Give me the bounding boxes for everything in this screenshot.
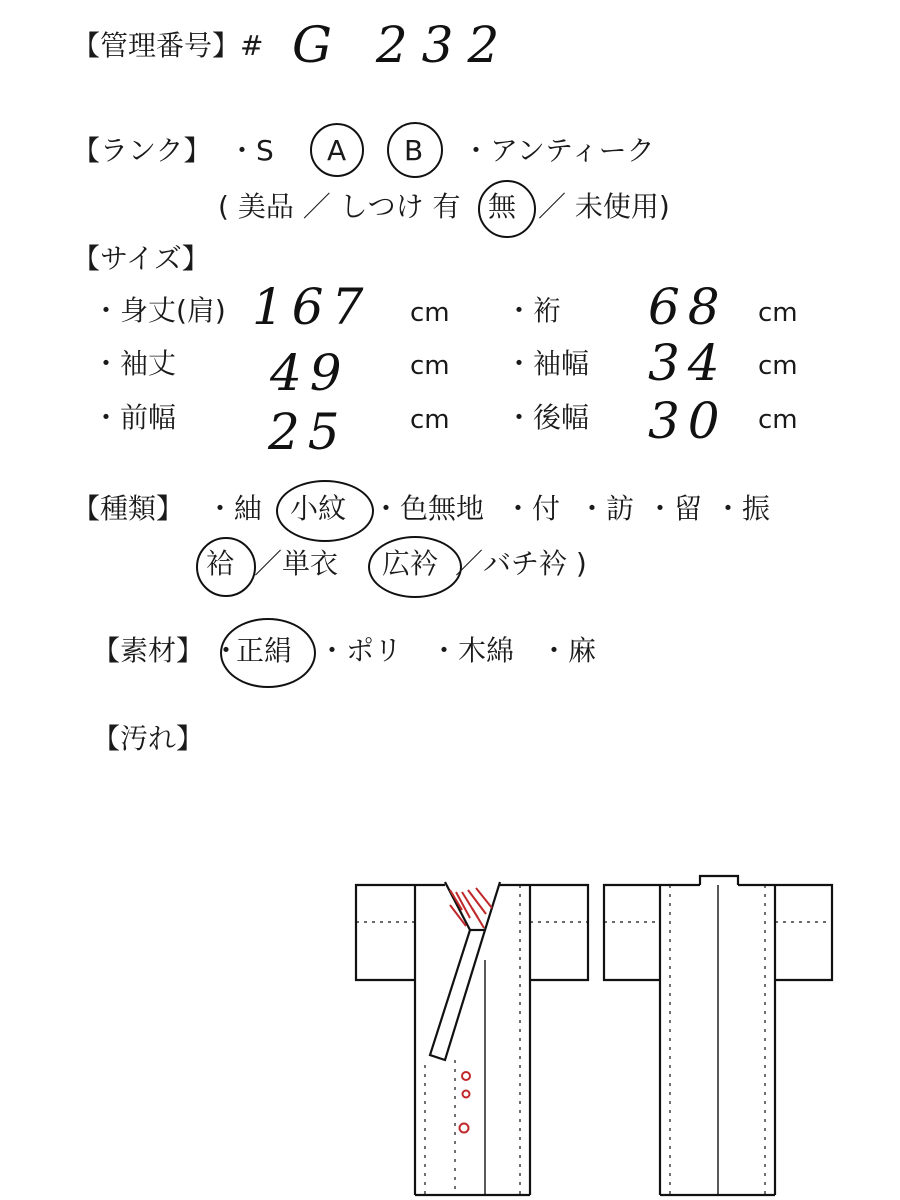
rank-sub-circled: 無 <box>488 190 517 223</box>
mgmt-number: G 232 <box>292 16 514 74</box>
size-unit: cm <box>758 405 798 435</box>
stain-label: 【汚れ】 <box>92 722 205 755</box>
kind-houmongi: ・訪 <box>578 492 635 525</box>
material-poly: ・ポリ <box>318 634 403 667</box>
size-label-sodehaba: ・袖幅 <box>505 347 590 380</box>
kimono-back-diagram <box>604 876 832 1195</box>
rank-sub-condition: ( 美品 ／ しつけ 有 <box>218 190 461 223</box>
material-hemp: ・麻 <box>540 634 597 667</box>
size-label-sodetake: ・袖丈 <box>92 347 177 380</box>
kind-tomesode: ・留 <box>646 492 703 525</box>
size-label-mitake: ・身丈(肩) <box>92 294 226 327</box>
material-shoken: 正絹 <box>236 634 293 667</box>
material-cotton: ・木綿 <box>430 634 515 667</box>
rank-option-b: B <box>404 134 424 167</box>
size-value-sodehaba: 34 <box>648 334 728 392</box>
kind-iromuji: ・色無地 <box>372 492 485 525</box>
size-value-yuki: 68 <box>648 278 728 336</box>
rank-option-a: A <box>327 134 347 167</box>
size-value-mitake: 167 <box>252 278 372 336</box>
size-label-maehaba: ・前幅 <box>92 401 177 434</box>
rank-option-s: ・S <box>228 134 274 167</box>
size-value-ushirohaba: 30 <box>648 392 728 450</box>
rank-sub-rest: ／ 未使用) <box>538 190 670 223</box>
size-unit: cm <box>410 405 450 435</box>
size-value-sodetake: 49 <box>270 344 350 402</box>
kind-bachieri: ／バチ衿 ) <box>455 547 587 580</box>
kind-hiroeri: 広衿 <box>382 547 439 580</box>
size-value-maehaba: 25 <box>268 403 348 461</box>
size-unit: cm <box>410 351 450 381</box>
material-label: 【素材】 <box>92 634 205 667</box>
size-label-ushirohaba: ・後幅 <box>505 401 590 434</box>
kimono-front-diagram <box>356 882 588 1195</box>
kind-tsumugi: ・紬 <box>206 492 263 525</box>
kind-label: 【種類】 <box>72 492 185 525</box>
size-label-yuki: ・裄 <box>505 294 562 327</box>
kind-hitoe: ／単衣 <box>254 547 339 580</box>
kind-awase: 袷 <box>206 547 235 580</box>
kind-furisode: ・振 <box>714 492 771 525</box>
mgmt-label: 【管理番号】# <box>72 29 264 62</box>
kind-komon: 小紋 <box>290 492 347 525</box>
kind-tsukesage: ・付 <box>504 492 561 525</box>
size-unit: cm <box>758 351 798 381</box>
rank-label: 【ランク】 <box>72 134 212 167</box>
size-unit: cm <box>758 298 798 328</box>
material-bullet: ・ <box>212 634 241 667</box>
rank-option-antique: ・アンティーク <box>462 134 655 167</box>
size-label: 【サイズ】 <box>72 242 210 275</box>
size-unit: cm <box>410 298 450 328</box>
